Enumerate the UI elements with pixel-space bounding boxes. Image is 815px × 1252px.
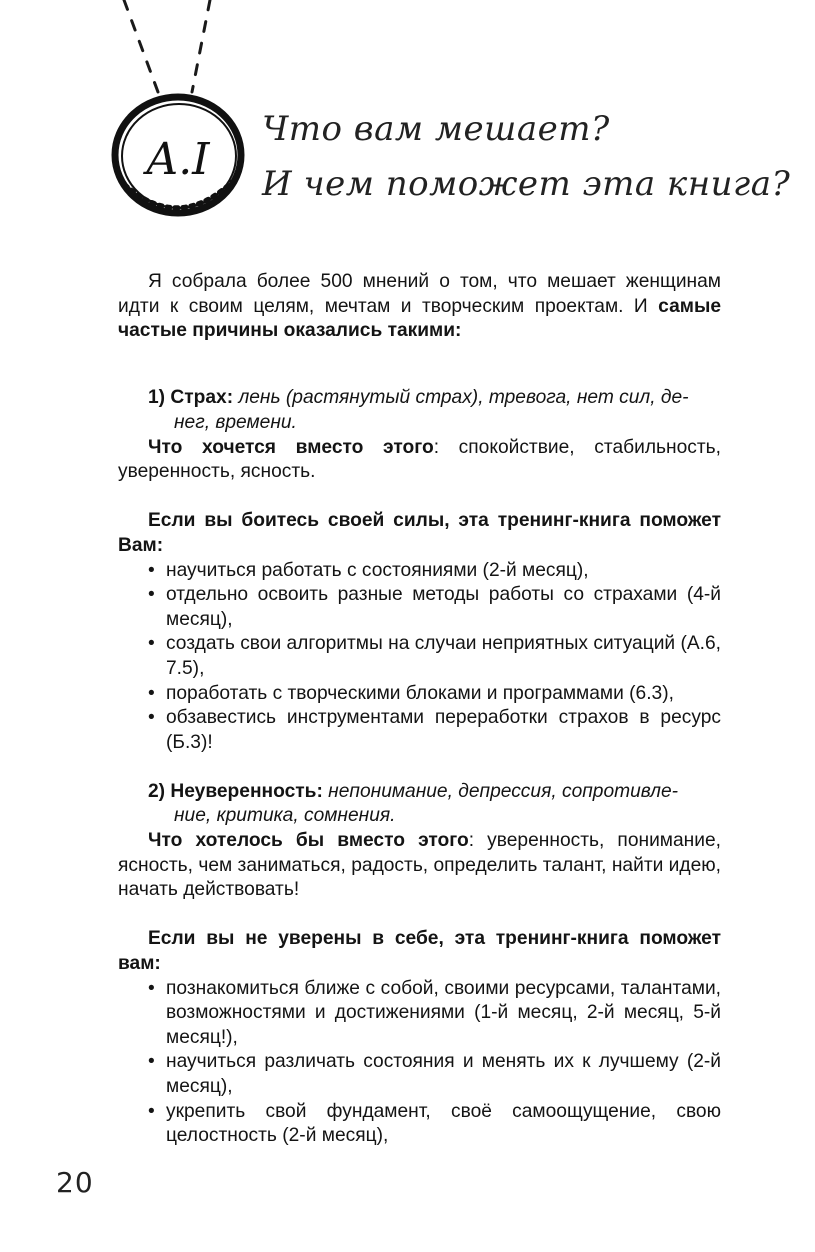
page-number: 20 <box>56 1166 94 1199</box>
reason-2-number: 2) Неуверенность: <box>148 780 323 802</box>
bullet-icon: • <box>148 559 155 581</box>
bullet-icon: • <box>148 707 155 729</box>
chapter-title <box>262 102 791 212</box>
help-1-heading <box>118 509 721 558</box>
bullet-icon: • <box>148 682 155 704</box>
list-item <box>118 1050 721 1099</box>
bullet-icon: • <box>148 977 155 999</box>
list-item <box>118 583 721 632</box>
hanging-string-right <box>192 0 210 92</box>
reason-1-want-text: : спокойствие, стабильность, уверенность, ясность. <box>118 436 721 483</box>
reason-1-desc-cont: нег, времени. <box>174 411 297 433</box>
reason-1-number: 1) Страх: <box>148 387 234 409</box>
intro-text: Я собрала более 500 мнений о том, что мешает женщинам идти к своим целям, мечтам и творческим проектам. И <box>118 271 721 317</box>
bullet-icon: • <box>148 1100 155 1122</box>
bullet-icon: • <box>148 633 155 655</box>
help-2-heading <box>118 927 721 976</box>
hanging-string-left <box>124 0 158 92</box>
list-item <box>118 632 721 681</box>
list-item-text: создать свои алгоритмы на случаи неприятных ситуаций (А.6, 7.5), <box>166 633 721 679</box>
page-body <box>118 270 721 1149</box>
list-item-text: научиться различать состояния и менять их к лучшему (2-й месяц), <box>166 1051 721 1097</box>
intro-paragraph <box>118 270 721 344</box>
bullet-icon: • <box>148 1051 155 1073</box>
list-item-text: научиться работать с состояниями (2-й месяц), <box>166 559 589 581</box>
help-1-heading-text: Если вы боитесь своей силы, эта тренинг-книга поможет Вам: <box>118 510 721 556</box>
help-1-list <box>118 559 721 756</box>
list-item <box>118 706 721 755</box>
reason-2-desc: непонимание, депрессия, сопротивле- <box>322 780 679 802</box>
list-item-text: обзавестись инструментами переработки страхов в ресурс (Б.3)! <box>166 707 721 753</box>
list-item-text: отдельно освоить разные методы работы со страхами (4-й месяц), <box>166 584 721 630</box>
list-item <box>118 977 721 1051</box>
chapter-title-line2: И чем поможет эта книга? <box>262 164 791 204</box>
reason-1-desc: лень (растянутый страх), тревога, нет сил, де- <box>233 387 689 409</box>
reason-2-desc-cont: ние, критика, сомнения. <box>174 805 396 827</box>
list-item <box>118 559 721 584</box>
help-2-list <box>118 977 721 1149</box>
reason-1 <box>118 386 721 411</box>
help-2-heading-text: Если вы не уверены в себе, эта тренинг-книга поможет вам: <box>118 928 721 975</box>
list-item-text: познакомиться ближе с собой, своими ресурсами, талантами, возможностями и достижениями (1-й месяц, 2-й месяц, 5-й месяц!), <box>166 977 721 1048</box>
chapter-title-line1: Что вам мешает? <box>262 109 610 149</box>
list-item <box>118 682 721 707</box>
bullet-icon: • <box>148 584 155 606</box>
reason-2-want-label: Что хотелось бы вместо этого <box>148 830 469 852</box>
list-item-text: укрепить свой фундамент, своё самоощущение, свою целостность (2-й месяц), <box>166 1100 721 1147</box>
reason-2-want <box>118 829 721 903</box>
reason-1-want-label: Что хочется вместо этого <box>148 436 434 458</box>
badge-label: A.I <box>146 134 210 185</box>
reason-1-want <box>118 436 721 485</box>
reason-2 <box>118 780 721 805</box>
intro-bold: самые частые причины оказались такими: <box>118 295 721 342</box>
reason-2-want-text: : уверенность, понимание, ясность, чем заниматься, радость, определить талант, найти идею, начать действовать! <box>118 830 721 901</box>
list-item-text: поработать с творческими блоками и программами (6.3), <box>166 682 674 704</box>
list-item <box>118 1100 721 1149</box>
